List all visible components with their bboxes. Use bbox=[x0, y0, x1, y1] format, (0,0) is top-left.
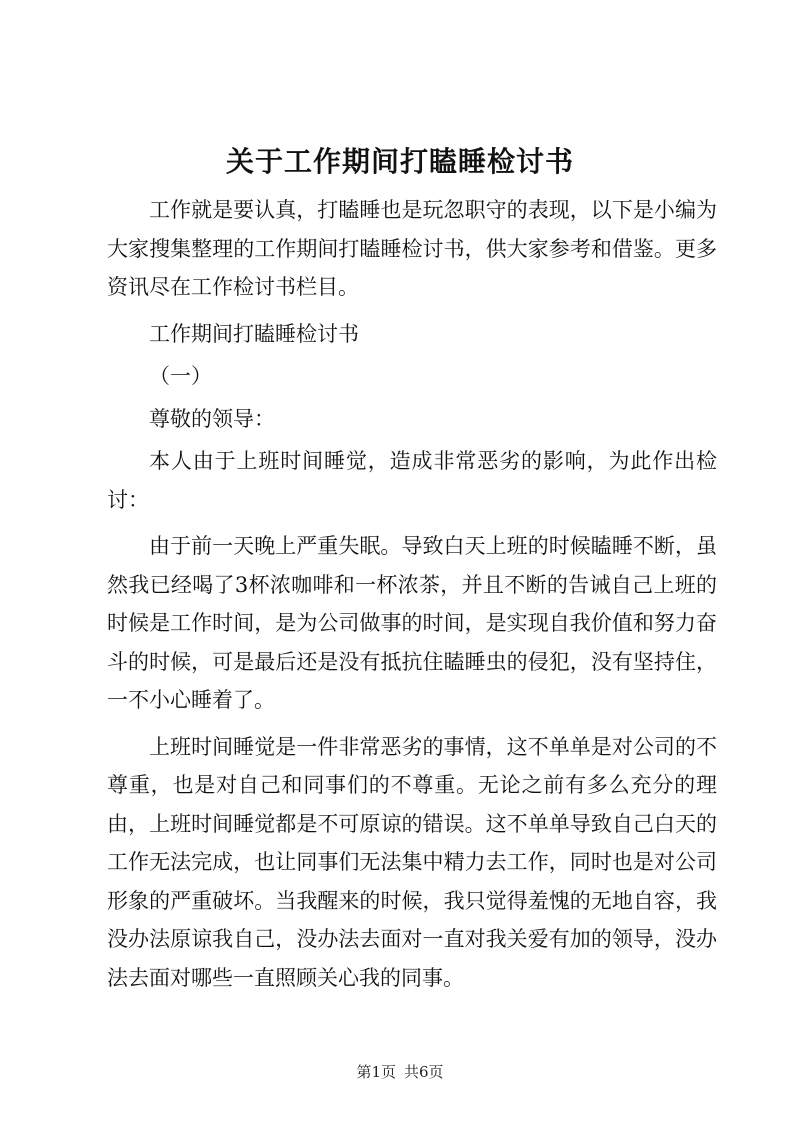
intro-paragraph: 工作就是要认真，打瞌睡也是玩忽职守的表现，以下是小编为大家搜集整理的工作期间打瞌睡检讨书，供大家参考和借鉴。更多资讯尽在工作检讨书栏目。 bbox=[107, 198, 717, 299]
body-paragraph: 上班时间睡觉是一件非常恶劣的事情，这不单单是对公司的不尊重，也是对自己和同事们的不尊重。无论之前有多么充分的理由，上班时间睡觉都是不可原谅的错误。这不单单导致自己白天的工作无法完成，也让同事们无法集中精力去工作，同时也是对公司形象的严重破坏。当我醒来的时候，我只觉得羞愧的无地自容，我没办法原谅我自己，没办法去面对一直对我关爱有加的领导，没办法去面对哪些一直照顾关心我的同事。 bbox=[107, 734, 717, 990]
page-count: 共6页 bbox=[404, 1063, 444, 1081]
page-footer bbox=[0, 1062, 800, 1082]
opening-paragraph: 本人由于上班时间睡觉，造成非常恶劣的影响，为此作出检讨： bbox=[107, 449, 717, 512]
document-body bbox=[107, 191, 717, 997]
page-number: 第1页 bbox=[356, 1063, 396, 1081]
subtitle-paragraph: 工作期间打瞌睡检讨书 bbox=[149, 321, 359, 346]
body-paragraph: 由于前一天晚上严重失眠。导致白天上班的时候瞌睡不断，虽然我已经喝了3杯浓咖啡和一杯浓茶，并且不断的告诫自己上班的时候是工作时间，是为公司做事的时间，是实现自我价值和努力奋斗的时候，可是最后还是没有抵抗住瞌睡虫的侵犯，没有坚持住，一不小心睡着了。 bbox=[107, 534, 717, 712]
salutation: 尊敬的领导： bbox=[149, 406, 275, 431]
document-title: 关于工作期间打瞌睡检讨书 bbox=[225, 145, 574, 178]
section-number: （一） bbox=[149, 364, 212, 388]
